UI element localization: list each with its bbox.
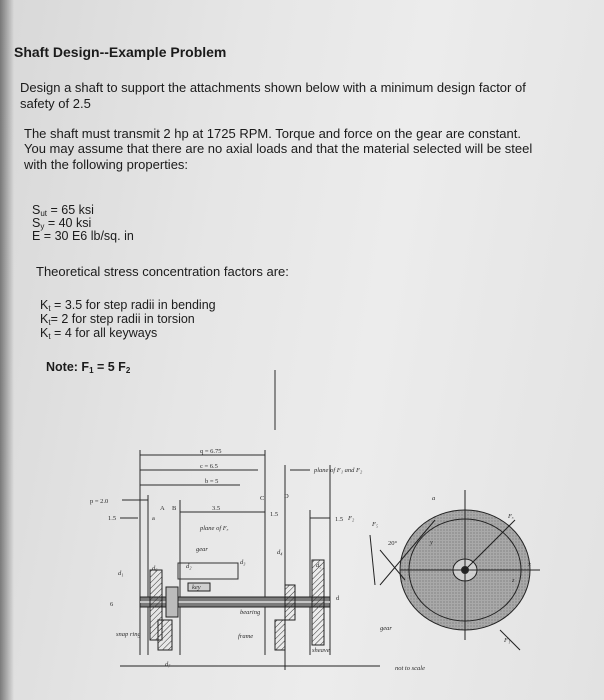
dia-d6: d₆ [152, 565, 158, 572]
dia-d4: d₄ [277, 549, 283, 556]
intro-line-1: Design a shaft to support the attachments shown below with a minimum design factor of [20, 80, 526, 95]
requirements-line-2: You may assume that there are no axial loads and that the material selected will be steel [24, 141, 533, 156]
axis-y-label: y [430, 539, 433, 546]
dim-q-label: q = 6.75 [200, 448, 222, 455]
gear-end-label: gear [380, 625, 392, 632]
kt-heading: Theoretical stress concentration factors are: [36, 264, 289, 279]
key-label: key [192, 584, 201, 591]
sheave-label: sheave [312, 647, 330, 654]
force-f1-label: F₁ [504, 637, 511, 644]
plane-fx-label: plane of Fₓ [200, 525, 229, 532]
dim-a-label: a [152, 515, 155, 522]
frame-label: frame [238, 633, 254, 640]
section-C-label: C [260, 495, 265, 502]
intro-line-2: safety of 2.5 [20, 96, 91, 111]
dim-35-label: 3.5 [212, 505, 221, 512]
page-shadow [0, 0, 14, 700]
section-D-label: D [284, 493, 289, 500]
sheave-section [312, 560, 324, 645]
dia-d5: d₅ [316, 562, 322, 569]
note-forces: Note: $F_1 = 5$ $F_2$ [46, 360, 131, 375]
property-e: E = 30 E6 lb/sq. in [32, 229, 134, 243]
bearing-left [166, 587, 178, 617]
shaft-diagram [80, 370, 600, 690]
dia-d3: d₃ [240, 559, 246, 566]
requirements-line-1: The shaft must transmit 2 hp at 1725 RPM. Torque and force on the gear are constant. [24, 126, 521, 141]
property-sy: $S_y = 40$ ksi [32, 216, 92, 231]
gear-label: gear [196, 546, 208, 553]
kt-bending: $K_t = 3.5$ for step radii in bending [40, 298, 216, 313]
plane-f12-label: plane of F₁ and F₂ [314, 467, 363, 474]
frame-left [158, 620, 172, 650]
dia-d1: d₁ [118, 570, 124, 577]
axis-z-label: z [512, 577, 515, 584]
kt-keyways: $K_t = 4$ for all keyways [40, 326, 158, 341]
not-to-scale-label: not to scale [395, 665, 425, 672]
section-A-label: A [160, 505, 165, 512]
dim-c-label: c = 6.5 [200, 463, 218, 470]
dim-six-left: 6 [110, 601, 114, 608]
requirements-line-3: with the following properties: [24, 157, 189, 172]
angle-label: 20° [388, 540, 398, 547]
force-f2-top-label: F₂ [348, 515, 355, 522]
dim-15-left-label: 1.5 [108, 515, 117, 522]
section-B-label: B [172, 505, 177, 512]
dia-d7: d₇ [165, 661, 171, 668]
page-title: Shaft Design--Example Problem [14, 44, 227, 60]
dim-p-label: p = 2.0 [90, 498, 109, 505]
dia-d2: d₂ [186, 563, 192, 570]
dim-six-right: d [336, 595, 340, 602]
dim-15-mid-label: 1.5 [270, 511, 279, 518]
dim-15-right-label: 1.5 [335, 516, 344, 523]
bearing-right [285, 585, 295, 620]
snap-ring-label: snap ring [116, 631, 141, 638]
property-sut: $S_{ut} = 65$ ksi [32, 203, 94, 218]
frame-right [275, 620, 285, 650]
force-fs-label: F₅ [372, 521, 379, 528]
dim-b-label: b = 5 [205, 478, 219, 485]
axis-x-label: x [528, 561, 531, 568]
bearing-label: bearing [240, 609, 261, 616]
kt-torsion: $K_t= 2$ for step radii in torsion [40, 312, 195, 327]
force-f2-label: a [432, 495, 436, 502]
force-fx-label: Fₓ [508, 513, 514, 520]
